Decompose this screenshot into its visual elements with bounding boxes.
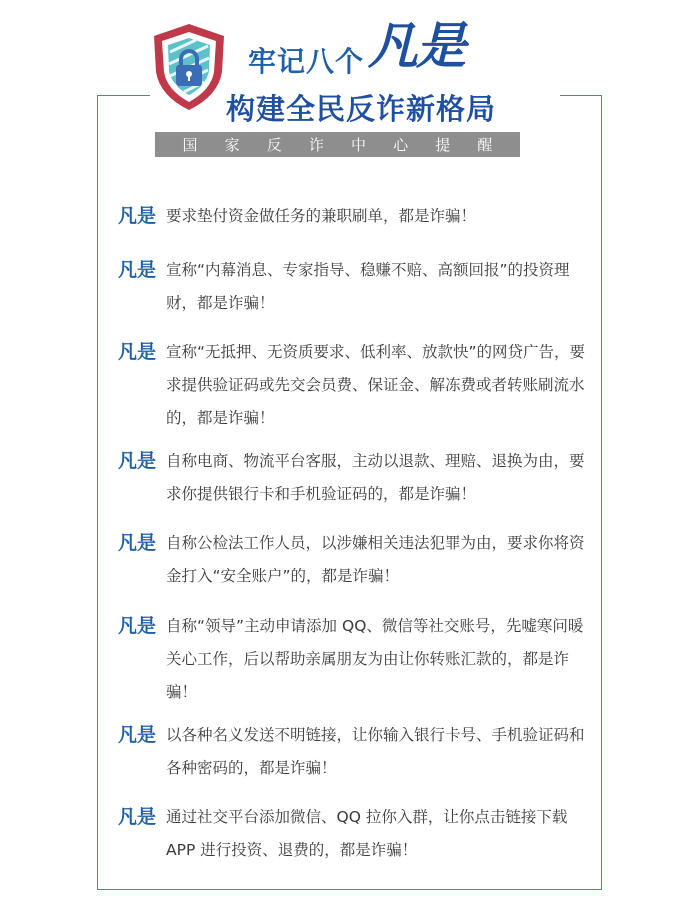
list-item	[118, 340, 588, 435]
item-text: 自称“领导”主动申请添加 QQ、微信等社交账号，先嘘寒问暖关心工作，后以帮助亲属朋友为由让你转账汇款的，都是诈骗！	[166, 617, 584, 701]
item-text: 以各种名义发送不明链接，让你输入银行卡号、手机验证码和各种密码的，都是诈骗！	[166, 726, 585, 777]
item-prefix: 凡是	[118, 341, 157, 363]
banner-char: 诈	[308, 136, 324, 154]
banner-char: 提	[435, 136, 451, 154]
list-item	[118, 449, 588, 511]
banner-char: 家	[224, 136, 240, 154]
item-text: 要求垫付资金做任务的兼职刷单，都是诈骗！	[166, 207, 477, 225]
item-text: 自称电商、物流平台客服，主动以退款、理赔、退换为由，要求你提供银行卡和手机验证码的，都是诈骗！	[166, 452, 585, 503]
list-item	[118, 614, 588, 709]
title-emphasis: 凡是	[368, 16, 464, 75]
item-prefix: 凡是	[118, 259, 157, 281]
list-item	[118, 204, 588, 233]
banner-char: 中	[351, 136, 367, 154]
banner-char: 醒	[477, 136, 493, 154]
item-prefix: 凡是	[118, 450, 157, 472]
item-text: 宣称“无抵押、无资质要求、低利率、放款快”的网贷广告，要求提供验证码或先交会员费、保证金、解冻费或者转账刷流水的，都是诈骗！	[166, 343, 586, 427]
item-prefix: 凡是	[118, 806, 157, 828]
item-prefix: 凡是	[118, 532, 157, 554]
banner-char: 国	[182, 136, 198, 154]
item-text: 通过社交平台添加微信、QQ 拉你入群，让你点击链接下载 APP 进行投资、退费的，都是诈骗！	[166, 808, 568, 859]
banner-char: 心	[393, 136, 409, 154]
list-item	[118, 531, 588, 593]
title-line-1: 牢记八个	[248, 45, 365, 78]
banner-char: 反	[266, 136, 282, 154]
item-prefix: 凡是	[118, 615, 157, 637]
shield-lock-icon	[152, 22, 226, 112]
item-text: 宣称“内幕消息、专家指导、稳赚不赔、高额回报”的投资理财，都是诈骗！	[166, 261, 570, 312]
list-item	[118, 258, 588, 320]
title-line-2: 构建全民反诈新格局	[226, 92, 497, 126]
banner-national-anti-fraud-center	[155, 132, 520, 157]
list-item	[118, 723, 588, 785]
item-prefix: 凡是	[118, 205, 157, 227]
item-prefix: 凡是	[118, 724, 157, 746]
list-item	[118, 805, 588, 867]
item-text: 自称公检法工作人员，以涉嫌相关违法犯罪为由，要求你将资金打入“安全账户”的，都是诈骗！	[166, 534, 585, 585]
